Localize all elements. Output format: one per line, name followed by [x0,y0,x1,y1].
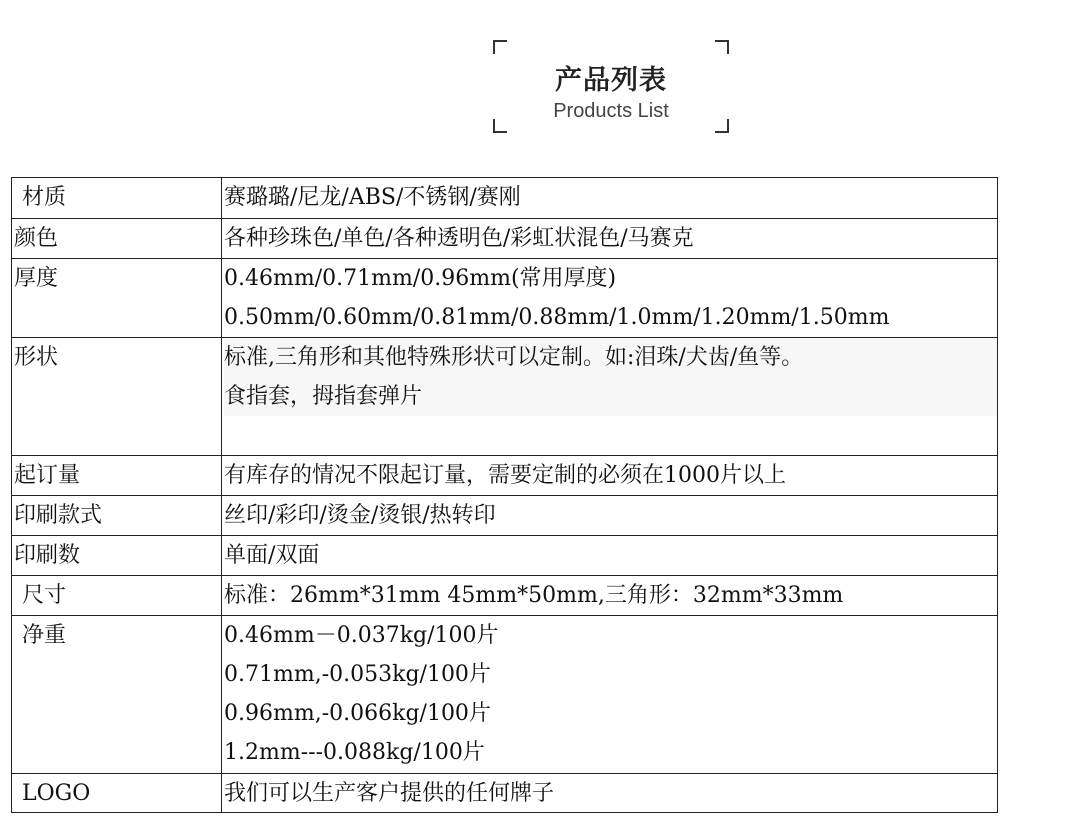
row-color [12,218,997,258]
shape-text-block [224,338,997,416]
corner-bracket-top-right [715,40,729,54]
row-printing-style [12,495,997,535]
label-size: 尺寸 [12,576,222,615]
label-printing-style: 印刷款式 [12,496,222,535]
corner-bracket-top-left [493,40,507,54]
value-moq [222,456,997,495]
row-material [12,178,997,218]
value-net-weight [222,616,997,773]
value-printing-sides [222,536,997,575]
value-line: 标准：26mm*31mm 45mm*50mm,三角形：32mm*33mm [224,583,844,608]
row-size [12,575,997,615]
value-line: 单面/双面 [224,543,320,568]
value-line: 赛璐璐/尼龙/ABS/不锈钢/赛刚 [224,185,521,210]
header [493,40,729,133]
page-subtitle: Products List [553,100,669,122]
label-thickness: 厚度 [12,259,222,337]
label-net-weight: 净重 [12,616,222,773]
value-line: 0.50mm/0.60mm/0.81mm/0.88mm/1.0mm/1.20mm/1.50mm [224,305,890,330]
row-shape [12,337,997,455]
value-line: 食指套，拇指套弹片 [224,384,423,409]
label-color: 颜色 [12,219,222,258]
label-moq: 起订量 [12,456,222,495]
value-line: 0.46mm/0.71mm/0.96mm(常用厚度) [224,266,617,291]
value-line: 丝印/彩印/烫金/烫银/热转印 [224,503,496,528]
spec-table [11,177,998,813]
row-moq [12,455,997,495]
value-line: 0.71mm,-0.053kg/100片 [224,662,491,687]
row-logo [12,773,997,812]
page-title: 产品列表 [555,65,667,96]
value-line: 各种珍珠色/单色/各种透明色/彩虹状混色/马赛克 [224,226,694,251]
value-line: 1.2mm---0.088kg/100片 [224,740,485,765]
value-printing-style [222,496,997,535]
value-line: 我们可以生产客户提供的任何牌子 [224,781,555,806]
label-material: 材质 [12,178,222,218]
value-line: 有库存的情况不限起订量，需要定制的必须在1000片以上 [224,463,786,488]
label-shape: 形状 [12,338,222,455]
value-size [222,576,997,615]
value-shape [222,338,997,455]
value-thickness [222,259,997,337]
value-line: 0.46mm－0.037kg/100片 [224,623,499,648]
value-material [222,178,997,218]
label-printing-sides: 印刷数 [12,536,222,575]
value-line: 0.96mm,-0.066kg/100片 [224,701,491,726]
row-thickness [12,258,997,337]
value-line: 标准,三角形和其他特殊形状可以定制。如:泪珠/犬齿/鱼等。 [224,345,804,370]
value-logo [222,774,997,812]
row-net-weight [12,615,997,773]
value-color [222,219,997,258]
label-logo: LOGO [12,774,222,812]
row-printing-sides [12,535,997,575]
